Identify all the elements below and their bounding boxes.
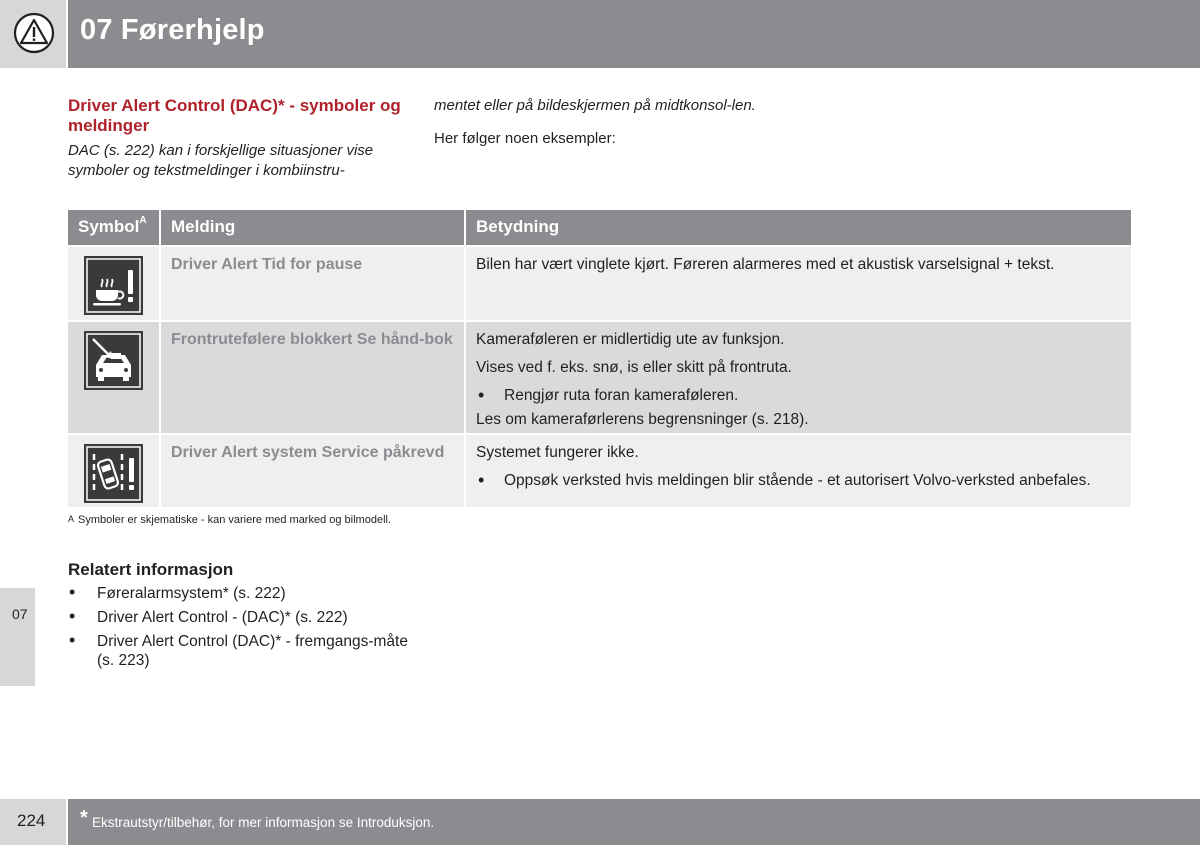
meaning-bullet: • Rengjør ruta foran kameraføleren. bbox=[476, 386, 1121, 406]
warning-triangle-icon bbox=[13, 12, 55, 54]
symbol-cell bbox=[68, 435, 161, 507]
table-row bbox=[68, 322, 1131, 433]
lane-car-warning-icon bbox=[84, 444, 143, 503]
meaning-text: Vises ved f. eks. snø, is eller skitt på frontruta. bbox=[476, 359, 792, 376]
intro-text-continued: mentet eller på bildeskjermen på midtkonsol-len. bbox=[434, 97, 756, 114]
header-symbol bbox=[68, 210, 161, 245]
meaning-text: Kameraføleren er midlertidig ute av funksjon. bbox=[476, 331, 785, 348]
camera-sensor-blocked-icon bbox=[84, 331, 143, 390]
related-link[interactable]: • Driver Alert Control - (DAC)* (s. 222) bbox=[68, 608, 408, 627]
page-number: 224 bbox=[17, 811, 46, 830]
footer-note: Ekstrautstyr/tilbehør, for mer informasjon se Introduksjon. bbox=[92, 815, 435, 830]
table-row bbox=[68, 247, 1131, 320]
meaning-bullet: • Oppsøk verksted hvis meldingen blir stående - et autorisert Volvo-verksted anbefales. bbox=[476, 471, 1121, 491]
table-row bbox=[68, 435, 1131, 507]
message-text: Frontrutefølere blokkert Se hånd-bok bbox=[171, 331, 453, 348]
symbol-cell bbox=[68, 247, 161, 320]
header-message: Melding bbox=[161, 210, 466, 245]
symbols-table bbox=[68, 210, 1131, 507]
header-meaning: Betydning bbox=[476, 217, 560, 236]
examples-intro: Her følger noen eksempler: bbox=[434, 130, 616, 147]
header-symbol-label: Symbol bbox=[78, 217, 140, 236]
related-info bbox=[68, 560, 408, 670]
chapter-title: 07 Førerhjelp bbox=[80, 14, 265, 46]
meaning-cell bbox=[466, 435, 1131, 507]
footnote-text: Symboler er skjematiske - kan variere med marked og bilmodell. bbox=[78, 514, 392, 526]
meaning-cell bbox=[466, 322, 1131, 433]
message-text: Driver Alert system Service påkrevd bbox=[171, 444, 445, 461]
table-footnote bbox=[68, 514, 391, 526]
related-link[interactable]: • Føreralarmsystem* (s. 222) bbox=[68, 584, 408, 603]
meaning-cell bbox=[466, 247, 1131, 320]
related-link[interactable]: • Driver Alert Control (DAC)* - fremgangs-måte (s. 223) bbox=[68, 632, 408, 670]
side-tab-label: 07 bbox=[12, 606, 28, 622]
intro-right-column bbox=[434, 96, 764, 149]
footer-star: * bbox=[80, 807, 88, 829]
message-cell bbox=[161, 247, 466, 320]
footnote-mark: A bbox=[68, 514, 75, 524]
related-title: Relatert informasjon bbox=[68, 560, 234, 579]
message-cell bbox=[161, 322, 466, 433]
header-icon-box bbox=[0, 0, 66, 68]
meaning-text: Systemet fungerer ikke. bbox=[476, 444, 639, 461]
chapter-side-tab bbox=[0, 588, 35, 686]
page-number-box bbox=[0, 799, 66, 845]
header-symbol-footnote-mark: A bbox=[139, 215, 147, 226]
intro-left-column bbox=[68, 96, 408, 181]
table-header-row bbox=[68, 210, 1131, 245]
symbol-cell bbox=[68, 322, 161, 433]
meaning-text: Bilen har vært vinglete kjørt. Føreren alarmeres med et akustisk varselsignal + tekst. bbox=[476, 256, 1055, 273]
intro-text: DAC (s. 222) kan i forskjellige situasjoner vise symboler og tekstmeldinger i kombiinstru- bbox=[68, 142, 374, 179]
message-cell bbox=[161, 435, 466, 507]
meaning-reference: Les om kameraførlerens begrensninger (s. 218). bbox=[476, 411, 809, 428]
section-title: Driver Alert Control (DAC)* - symboler og meldinger bbox=[68, 96, 401, 135]
header-bar bbox=[68, 0, 1200, 68]
message-text: Driver Alert Tid for pause bbox=[171, 256, 363, 273]
footer-bar bbox=[68, 799, 1200, 845]
coffee-cup-warning-icon bbox=[84, 256, 143, 315]
